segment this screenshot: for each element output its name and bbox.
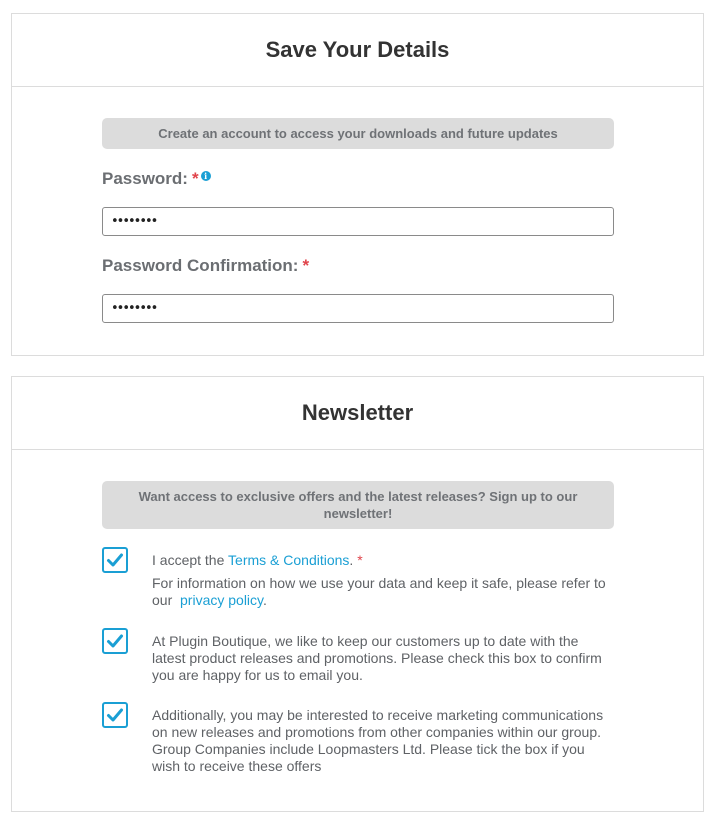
checkmark-icon	[106, 551, 124, 569]
save-details-title: Save Your Details	[12, 14, 703, 87]
newsletter-title: Newsletter	[12, 377, 703, 450]
newsletter-banner: Want access to exclusive offers and the latest releases? Sign up to our newsletter!	[102, 481, 614, 529]
required-asterisk: *	[357, 552, 363, 568]
save-details-panel	[11, 13, 704, 356]
password-label: Password: * i	[102, 169, 211, 189]
checkmark-icon	[106, 706, 124, 724]
terms-text: I accept the Terms & Conditions. * For information on how we use your data and keep it safe, please refer to our privacy policy.	[152, 552, 606, 608]
email-optin-checkbox[interactable]	[102, 628, 128, 654]
partner-optin-checkbox[interactable]	[102, 702, 128, 728]
required-asterisk: *	[302, 256, 310, 275]
required-asterisk: *	[191, 169, 199, 188]
info-icon[interactable]: i	[201, 171, 211, 181]
account-banner: Create an account to access your downloads and future updates	[102, 118, 614, 149]
password-input[interactable]	[102, 207, 614, 236]
terms-link[interactable]: Terms & Conditions	[228, 552, 350, 568]
email-optin-text: At Plugin Boutique, we like to keep our customers up to date with the latest product releases and promotions. Please check this box to confirm you are happy for us to email you.	[152, 633, 602, 683]
checkmark-icon	[106, 632, 124, 650]
password-confirmation-label: Password Confirmation: *	[102, 256, 310, 275]
password-confirmation-input[interactable]	[102, 294, 614, 323]
privacy-policy-link[interactable]: privacy policy	[180, 592, 264, 608]
terms-checkbox[interactable]	[102, 547, 128, 573]
partner-optin-text: Additionally, you may be interested to receive marketing communications on new releases and promotions from other companies within our group. Group Companies include Loopmasters Ltd. Please tick the box if you wish to receive these offers	[152, 707, 604, 774]
newsletter-panel	[11, 376, 704, 812]
